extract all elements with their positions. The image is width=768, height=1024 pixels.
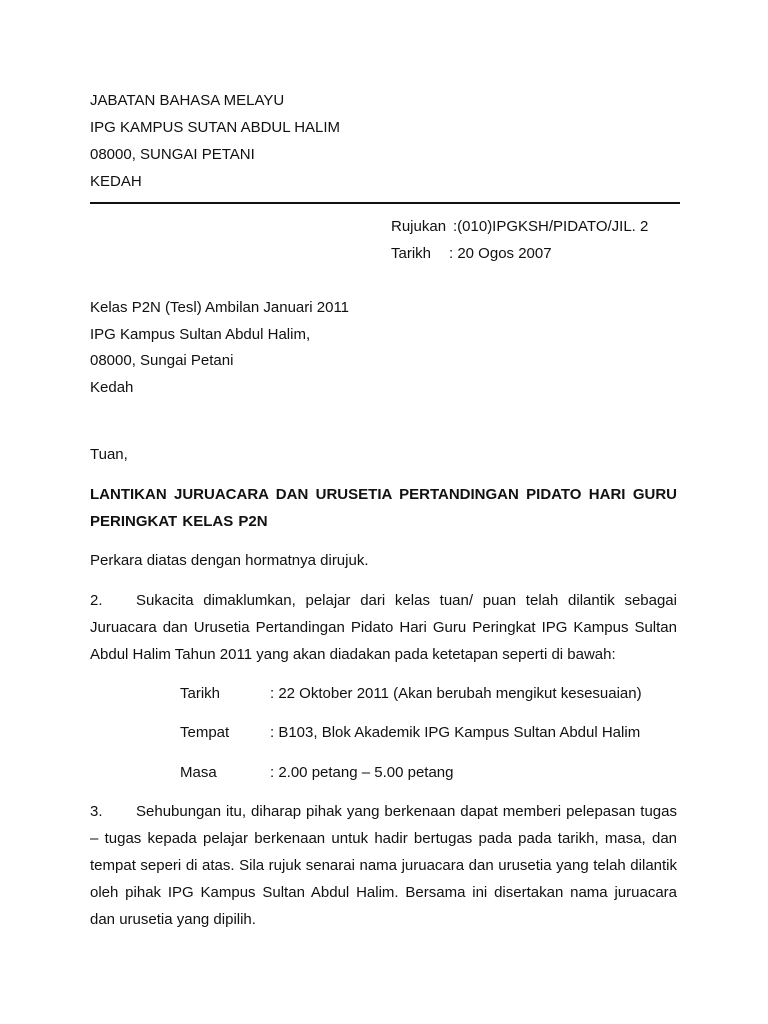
date-label: Tarikh (391, 245, 432, 262)
reference-value: :(010)IPGKSH/PIDATO/JIL. 2 (453, 218, 649, 235)
paragraph-2-line-3: Abdul Halim Tahun 2011 yang akan diadakan pada ketetapan seperti di bawah: (90, 646, 616, 663)
detail-label-venue: Tempat (180, 724, 230, 741)
recipient-line-institution: IPG Kampus Sultan Abdul Halim, (90, 326, 311, 343)
reference-label: Rujukan (391, 218, 447, 235)
paragraph-3-number: 3. (90, 803, 103, 820)
detail-value-date: : 22 Oktober 2011 (Akan berubah mengikut kesesuaian) (270, 685, 642, 702)
recipient-line-class: Kelas P2N (Tesl) Ambilan Januari 2011 (90, 299, 350, 316)
paragraph-2-line-1-text: Sukacita dimaklumkan, pelajar dari kelas tuan/ puan telah dilantik sebagai (136, 592, 677, 609)
opening-sentence: Perkara diatas dengan hormatnya dirujuk. (90, 552, 369, 569)
sender-line-institution: IPG KAMPUS SUTAN ABDUL HALIM (90, 119, 341, 136)
detail-value-venue: : B103, Blok Akademik IPG Kampus Sultan Abdul Halim (270, 724, 641, 741)
detail-value-time: : 2.00 petang – 5.00 petang (270, 764, 454, 781)
paragraph-2-line-2: Juruacara dan Urusetia Pertandingan Pidato Hari Guru Peringkat IPG Kampus Sultan (90, 619, 677, 636)
paragraph-3-line-1 (90, 802, 677, 822)
detail-label-date: Tarikh (180, 685, 221, 702)
recipient-line-state: Kedah (90, 379, 134, 396)
paragraph-2-number: 2. (90, 592, 103, 609)
subject-line-1: LANTIKAN JURUACARA DAN URUSETIA PERTANDINGAN PIDATO HARI GURU (90, 486, 677, 503)
recipient-line-postcode-city: 08000, Sungai Petani (90, 352, 234, 369)
paragraph-3-line-3: tempat seperi di atas. Sila rujuk senarai nama juruacara dan urusetia yang telah dilantik (90, 857, 677, 874)
paragraph-3-line-2: – tugas kepada pelajar berkenaan untuk hadir bertugas pada pada tarikh, masa, dan (90, 830, 677, 847)
sender-line-department: JABATAN BAHASA MELAYU (90, 92, 285, 109)
salutation: Tuan, (90, 446, 128, 463)
header-divider (90, 202, 680, 204)
paragraph-3-line-5: dan urusetia yang dipilih. (90, 911, 256, 928)
sender-line-state: KEDAH (90, 173, 142, 190)
paragraph-2-line-1 (90, 591, 677, 611)
paragraph-3-line-4: oleh pihak IPG Kampus Sultan Abdul Halim. Bersama ini disertakan nama juruacara (90, 884, 677, 901)
paragraph-3-line-1-text: Sehubungan itu, diharap pihak yang berkenaan dapat memberi pelepasan tugas (136, 803, 677, 820)
detail-label-time: Masa (180, 764, 217, 781)
sender-line-postcode-city: 08000, SUNGAI PETANI (90, 146, 255, 163)
subject-line-2: PERINGKAT KELAS P2N (90, 513, 268, 530)
date-value: : 20 Ogos 2007 (449, 245, 552, 262)
